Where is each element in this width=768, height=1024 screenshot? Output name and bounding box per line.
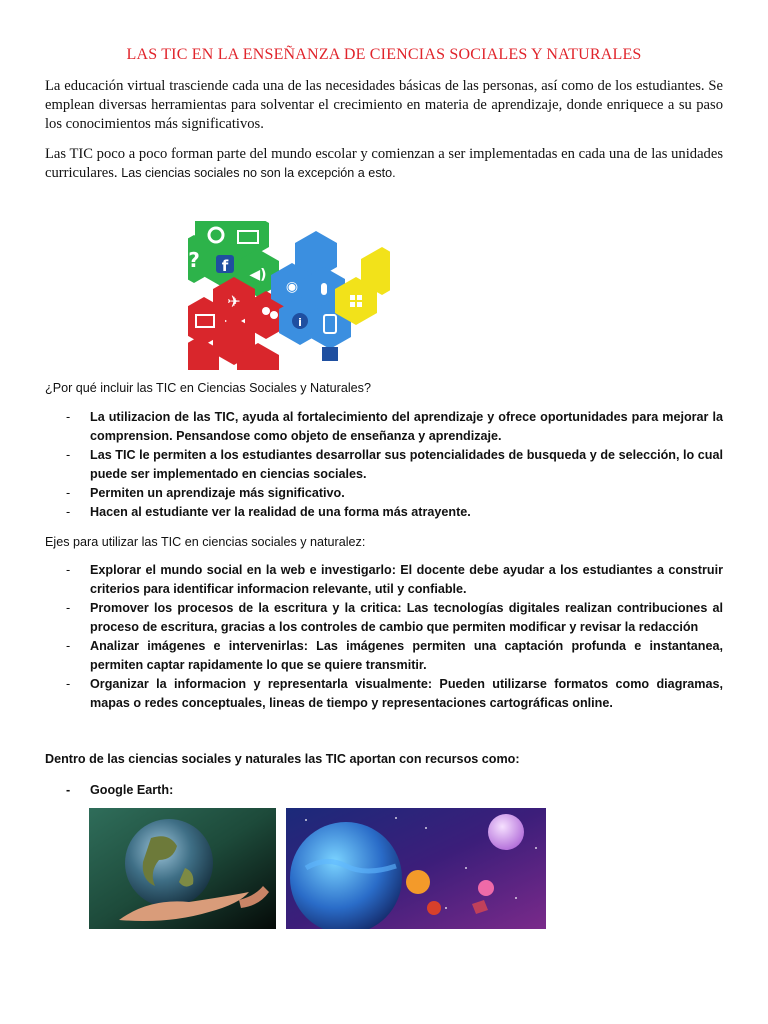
list-item: - Las TIC le permiten a los estudiantes desarrollar sus potencialidades de busqueda y de selección, lo cual puede ser implementado en ciencias sociales. xyxy=(66,448,723,481)
document-title: LAS TIC EN LA ENSEÑANZA DE CIENCIAS SOCIALES Y NATURALES xyxy=(126,46,642,63)
tic-icons-collage-image xyxy=(188,221,390,370)
why-heading: ¿Por qué incluir las TIC en Ciencias Sociales y Naturales? xyxy=(45,381,371,395)
list-item: - Analizar imágenes e intervenirlas: Las imágenes permiten una captación profunda e instantanea, permiten captar rapidamente lo que se quiere transmitir. xyxy=(66,639,723,672)
svg-text:◀): ◀) xyxy=(249,267,267,283)
tic-paragraph-tail: Las ciencias sociales no son la excepción a esto. xyxy=(121,166,396,180)
resources-heading: Dentro de las ciencias sociales y naturales las TIC aportan con recursos como: xyxy=(45,752,520,766)
resources-list xyxy=(45,781,723,800)
microphone-icon xyxy=(321,283,327,295)
list-item: - Explorar el mundo social en la web e investigarlo: El docente debe ayudar a los estudiantes a construir criterios para identificar informacion relevante, util y confiable. xyxy=(66,563,723,596)
svg-text:f: f xyxy=(221,257,229,275)
volume-icon xyxy=(249,267,266,283)
question-icon xyxy=(188,248,200,272)
twitter-icon xyxy=(227,292,240,311)
facebook-icon xyxy=(216,255,234,275)
list-item: - La utilizacion de las TIC, ayuda al fortalecimiento del aprendizaje y ofrece oportunidades para mejorar la comprension. Pensandose como objeto de enseñanza y aprendizaje. xyxy=(66,410,723,443)
intro-paragraph: La educación virtual trasciende cada una de las necesidades básicas de las personas, así como de los estudiantes. Se emplean diversas herramientas para solventar el crecimiento en materia de aprendizaje, donde enriquece a su paso los conocimientos más significativos. xyxy=(45,78,723,132)
space-planets-image xyxy=(286,808,546,929)
svg-text:i: i xyxy=(298,316,302,329)
axes-heading: Ejes para utilizar las TIC en ciencias sociales y naturalez: xyxy=(45,535,366,549)
svg-text:✈: ✈ xyxy=(227,292,241,311)
earth-in-hand-image xyxy=(89,808,276,929)
tic-paragraph-text: Las TIC poco a poco forman parte del mundo escolar y comienzan a ser implementadas en cada una de las unidades curriculares. xyxy=(45,146,723,181)
svg-text:◉: ◉ xyxy=(285,279,299,295)
list-item: - Promover los procesos de la escritura y la critica: Las tecnologías digitales realizan contribuciones al proceso de escritura, gracias a los controles de cambio que permiten modificar y revisar la redacción xyxy=(66,601,723,634)
why-list xyxy=(45,408,723,522)
info-icon xyxy=(292,313,308,329)
list-item: - Google Earth: xyxy=(66,783,174,797)
svg-text:?: ? xyxy=(188,248,200,272)
list-item: - Permiten un aprendizaje más significativo. xyxy=(66,486,345,500)
list-item: - Organizar la informacion y representarla visualmente: Pueden utilizarse formatos como diagramas, mapas o redes conceptuales, lineas de tiempo y representaciones cartográficas online. xyxy=(66,677,723,710)
wifi-icon xyxy=(286,279,298,295)
tic-paragraph xyxy=(45,145,723,183)
axes-list xyxy=(45,561,723,713)
list-item: - Hacen al estudiante ver la realidad de una forma más atrayente. xyxy=(66,505,471,519)
youtube-icon xyxy=(322,347,338,361)
